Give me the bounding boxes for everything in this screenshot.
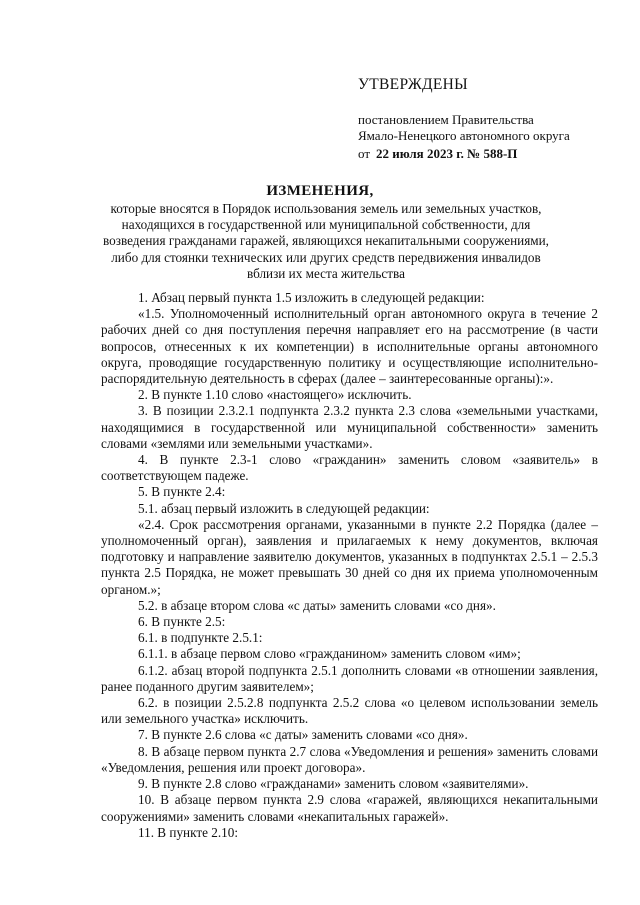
approval-heading: УТВЕРЖДЕНЫ — [358, 76, 468, 93]
paragraph: 5. В пункте 2.4: — [138, 484, 226, 500]
paragraph: 6.2. в позиции 2.5.2.8 подпункта 2.5.2 слова «о целевом использовании земель или земельного участка» исключить. — [101, 695, 598, 727]
paragraph: 1. Абзац первый пункта 1.5 изложить в следующей редакции: — [138, 290, 485, 305]
paragraph: 5.1. абзац первый изложить в следующей редакции: — [138, 500, 430, 516]
paragraph: «1.5. Уполномоченный исполнительный орган автономного округа в течение 2 рабочих дней со дня поступления перечня направляет его на рассмотрение (в части вопросов, отнесенных к их компетенции) в исполнительные органы автономного округа, проводящие государственную политику и осуществляющие исполнительно-распорядительную деятельность в сферах (далее – заинтересованные органы):». — [101, 306, 598, 387]
approval-issuer: постановлением Правительства — [358, 112, 534, 127]
paragraph: 3. В позиции 2.3.2.1 подпункта 2.3.2 пункта 2.3 слова «земельными участками, находящимися в государственной или муниципальной собственности» заменить словами «землями или земельными участками». — [101, 403, 598, 451]
approval-date-number: 22 июля 2023 г. № 588-П — [376, 146, 518, 161]
document-body — [101, 290, 598, 841]
paragraph: 6.1. в подпункте 2.5.1: — [138, 630, 263, 646]
paragraph: 2. В пункте 1.10 слово «настоящего» исключить. — [138, 387, 412, 403]
paragraph: 6.1.2. абзац второй подпункта 2.5.1 дополнить словами «в отношении заявления, ранее поданного другим заявителем»; — [101, 662, 598, 694]
approval-region: Ямало-Ненецкого автономного округа — [358, 128, 570, 143]
paragraph: 6. В пункте 2.5: — [138, 614, 226, 630]
paragraph: 8. В абзаце первом пункта 2.7 слова «Уведомления и решения» заменить словами «Уведомления, решения или проект договора». — [101, 743, 598, 775]
paragraph: 7. В пункте 2.6 слова «с даты» заменить словами «со дня». — [138, 727, 468, 743]
paragraph: 6.1.1. в абзаце первом слово «гражданином» заменить словом «им»; — [138, 646, 521, 662]
paragraph: 10. В абзаце первом пункта 2.9 слова «гаражей, являющихся некапитальными сооружениями» заменить словами «некапитальных гаражей». — [101, 792, 598, 824]
paragraph: 4. В пункте 2.3-1 слово «гражданин» заменить словом «заявитель» в соответствующем падеже. — [101, 452, 598, 484]
paragraph: «2.4. Срок рассмотрения органами, указанными в пункте 2.2 Порядка (далее – уполномоченный орган), заявления и прилагаемых к нему документов, включая подготовку и направление заявителю документов, указанных в подпунктах 2.5.1 – 2.5.3 пункта 2.5 Порядка, не может превышать 30 дней со дня их приема уполномоченным органом.»; — [101, 516, 598, 597]
approval-date-line — [358, 146, 517, 162]
document-subtitle: которые вносятся в Порядок использования земель или земельных участков, находящихся в государственной или муниципальной собственности, для возведения гражданами гаражей, являющихся некапитальными сооружениями, либо для стоянки технических или других средств передвижения инвалидов вблизи их места жительства — [103, 201, 549, 281]
paragraph: 5.2. в абзаце втором слова «с даты» заменить словами «со дня». — [138, 597, 496, 613]
paragraph: 11. В пункте 2.10: — [138, 824, 238, 840]
paragraph: 9. В пункте 2.8 слово «гражданами» заменить словом «заявителями». — [138, 776, 529, 792]
document-title: ИЗМЕНЕНИЯ, — [266, 183, 374, 199]
approval-date-prefix: от — [358, 146, 371, 161]
